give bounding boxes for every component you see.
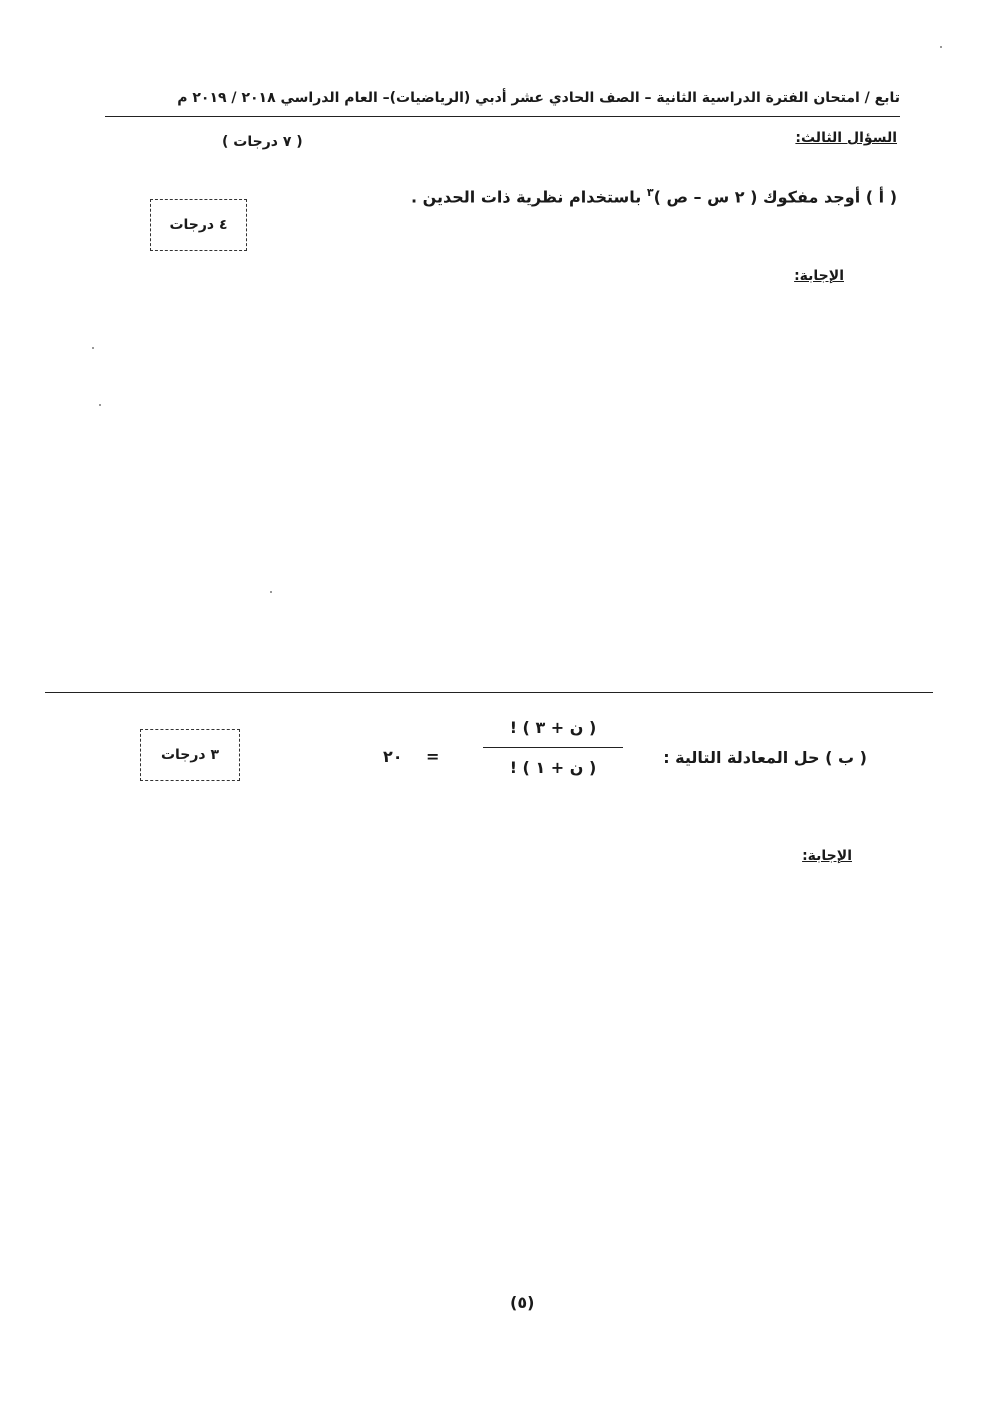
marks-box-a — [150, 199, 247, 251]
factorial-fraction — [483, 718, 623, 777]
marks-b-label: ٣ درجات — [160, 747, 220, 763]
scan-speck — [99, 404, 101, 406]
question-a-exponent: ٣ — [646, 186, 654, 199]
total-marks: ( ٧ درجات ) — [222, 134, 303, 150]
section-title: السؤال الثالث: — [795, 130, 897, 146]
header-rule — [105, 116, 900, 117]
question-b: ( ب ) حل المعادلة التالية : — [663, 748, 867, 767]
fraction-numerator: ( ن + ٣ ) ! — [509, 718, 597, 737]
section-divider — [45, 692, 933, 693]
scan-speck — [270, 591, 272, 593]
marks-a-label: ٤ درجات — [169, 217, 228, 233]
page-number: (٥) — [510, 1293, 535, 1312]
scan-speck — [940, 46, 942, 48]
question-a-suffix: باستخدام نظرية ذات الحدين . — [410, 187, 647, 207]
question-a-prefix: ( أ ) أوجد مفكوك ( ٢ س – ص ) — [653, 187, 897, 207]
fraction-denominator: ( ن + ١ ) ! — [509, 758, 597, 777]
marks-box-b — [140, 729, 240, 781]
equation-rhs: ٢٠ — [383, 747, 403, 766]
answer-label-a: الإجابة: — [794, 268, 844, 284]
fraction-bar — [483, 747, 623, 748]
answer-label-b: الإجابة: — [802, 848, 852, 864]
scan-speck — [92, 347, 94, 349]
exam-header: تابع / امتحان الفترة الدراسية الثانية – الصف الحادي عشر أدبي (الرياضيات)– العام الدراسي ٢٠١٨ / ٢٠١٩ م — [177, 90, 900, 106]
question-a — [411, 186, 897, 206]
equals-sign: = — [426, 747, 440, 766]
